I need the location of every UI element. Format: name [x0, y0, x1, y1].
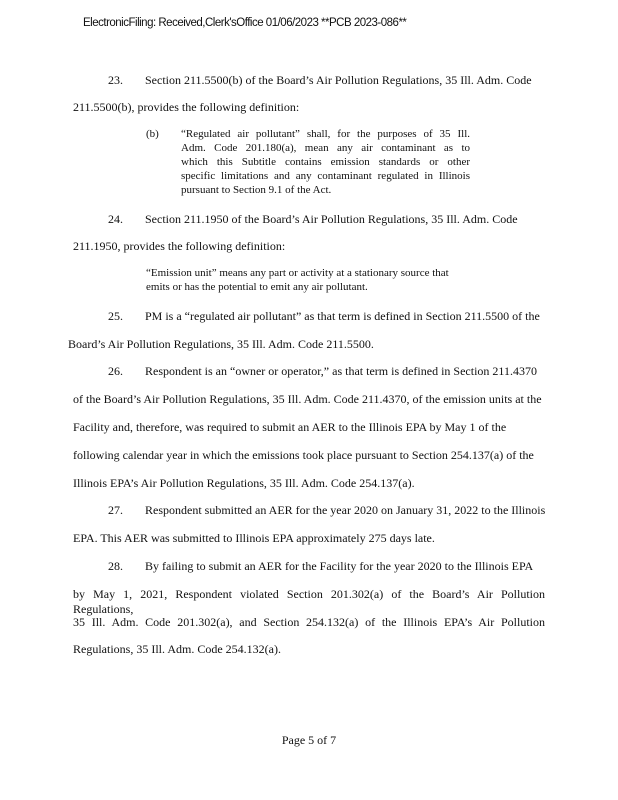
paragraph-26-line-5: Illinois EPA’s Air Pollution Regulations, 35 Ill. Adm. Code 254.137(a).	[73, 476, 415, 490]
block-quote-line: which this Subtitle contains emission standards or other	[181, 156, 470, 168]
block-quote-line: “Regulated air pollutant” shall, for the purposes of 35 Ill.	[181, 128, 470, 140]
paragraph-28-line-3: 35 Ill. Adm. Code 201.302(a), and Section 254.132(a) of the Illinois EPA’s Air Pollution	[73, 615, 545, 629]
paragraph-number: 27.	[108, 503, 123, 517]
paragraph-26-line-1: 26. Respondent is an “owner or operator,” as that term is defined in Section 211.4370	[108, 364, 537, 378]
paragraph-26-line-4: following calendar year in which the emissions took place pursuant to Section 254.137(a) of the	[73, 448, 534, 462]
paragraph-23-line-1: 23. Section 211.5500(b) of the Board’s Air Pollution Regulations, 35 Ill. Adm. Code	[108, 73, 532, 87]
block-quote-line: “Emission unit” means any part or activity at a stationary source that	[146, 267, 449, 279]
paragraph-number: 26.	[108, 364, 123, 378]
paragraph-25-line-1: 25. PM is a “regulated air pollutant” as that term is defined in Section 211.5500 of the	[108, 309, 540, 323]
paragraph-25-line-2: Board’s Air Pollution Regulations, 35 Ill. Adm. Code 211.5500.	[68, 337, 374, 351]
block-quote-line: specific limitations and any contaminant regulated in Illinois	[181, 170, 470, 182]
paragraph-24-line-2: 211.1950, provides the following definition:	[73, 239, 286, 253]
paragraph-number: 24.	[108, 212, 123, 226]
paragraph-26-line-2: of the Board’s Air Pollution Regulations, 35 Ill. Adm. Code 211.4370, of the emission units at the	[73, 392, 542, 406]
paragraph-24-line-1: 24. Section 211.1950 of the Board’s Air Pollution Regulations, 35 Ill. Adm. Code	[108, 212, 518, 226]
quote-label: (b)	[146, 128, 159, 140]
block-quote-line: Adm. Code 201.180(a), mean any air contaminant as to	[181, 142, 470, 154]
page-number: Page 5 of 7	[281, 733, 337, 747]
paragraph-28-line-4: Regulations, 35 Ill. Adm. Code 254.132(a).	[73, 642, 281, 656]
paragraph-28-line-1: 28. By failing to submit an AER for the Facility for the year 2020 to the Illinois EPA	[108, 559, 534, 573]
paragraph-27-line-2: EPA. This AER was submitted to Illinois EPA approximately 275 days late.	[73, 531, 435, 545]
paragraph-27-line-1: 27. Respondent submitted an AER for the year 2020 on January 31, 2022 to the Illinois	[108, 503, 546, 517]
paragraph-number: 25.	[108, 309, 123, 323]
paragraph-23-line-2: 211.5500(b), provides the following definition:	[73, 100, 300, 114]
block-quote-line: emits or has the potential to emit any air pollutant.	[146, 281, 368, 293]
paragraph-number: 28.	[108, 559, 123, 573]
filing-stamp-header: ElectronicFiling: Received,Clerk'sOffice 01/06/2023 **PCB 2023-086**	[83, 17, 407, 29]
paragraph-number: 23.	[108, 73, 123, 87]
block-quote-line: pursuant to Section 9.1 of the Act.	[181, 184, 332, 196]
paragraph-26-line-3: Facility and, therefore, was required to submit an AER to the Illinois EPA by May 1 of the	[73, 420, 507, 434]
paragraph-28-line-2: by May 1, 2021, Respondent violated Section 201.302(a) of the Board’s Air Pollution Regulations,	[73, 587, 545, 616]
